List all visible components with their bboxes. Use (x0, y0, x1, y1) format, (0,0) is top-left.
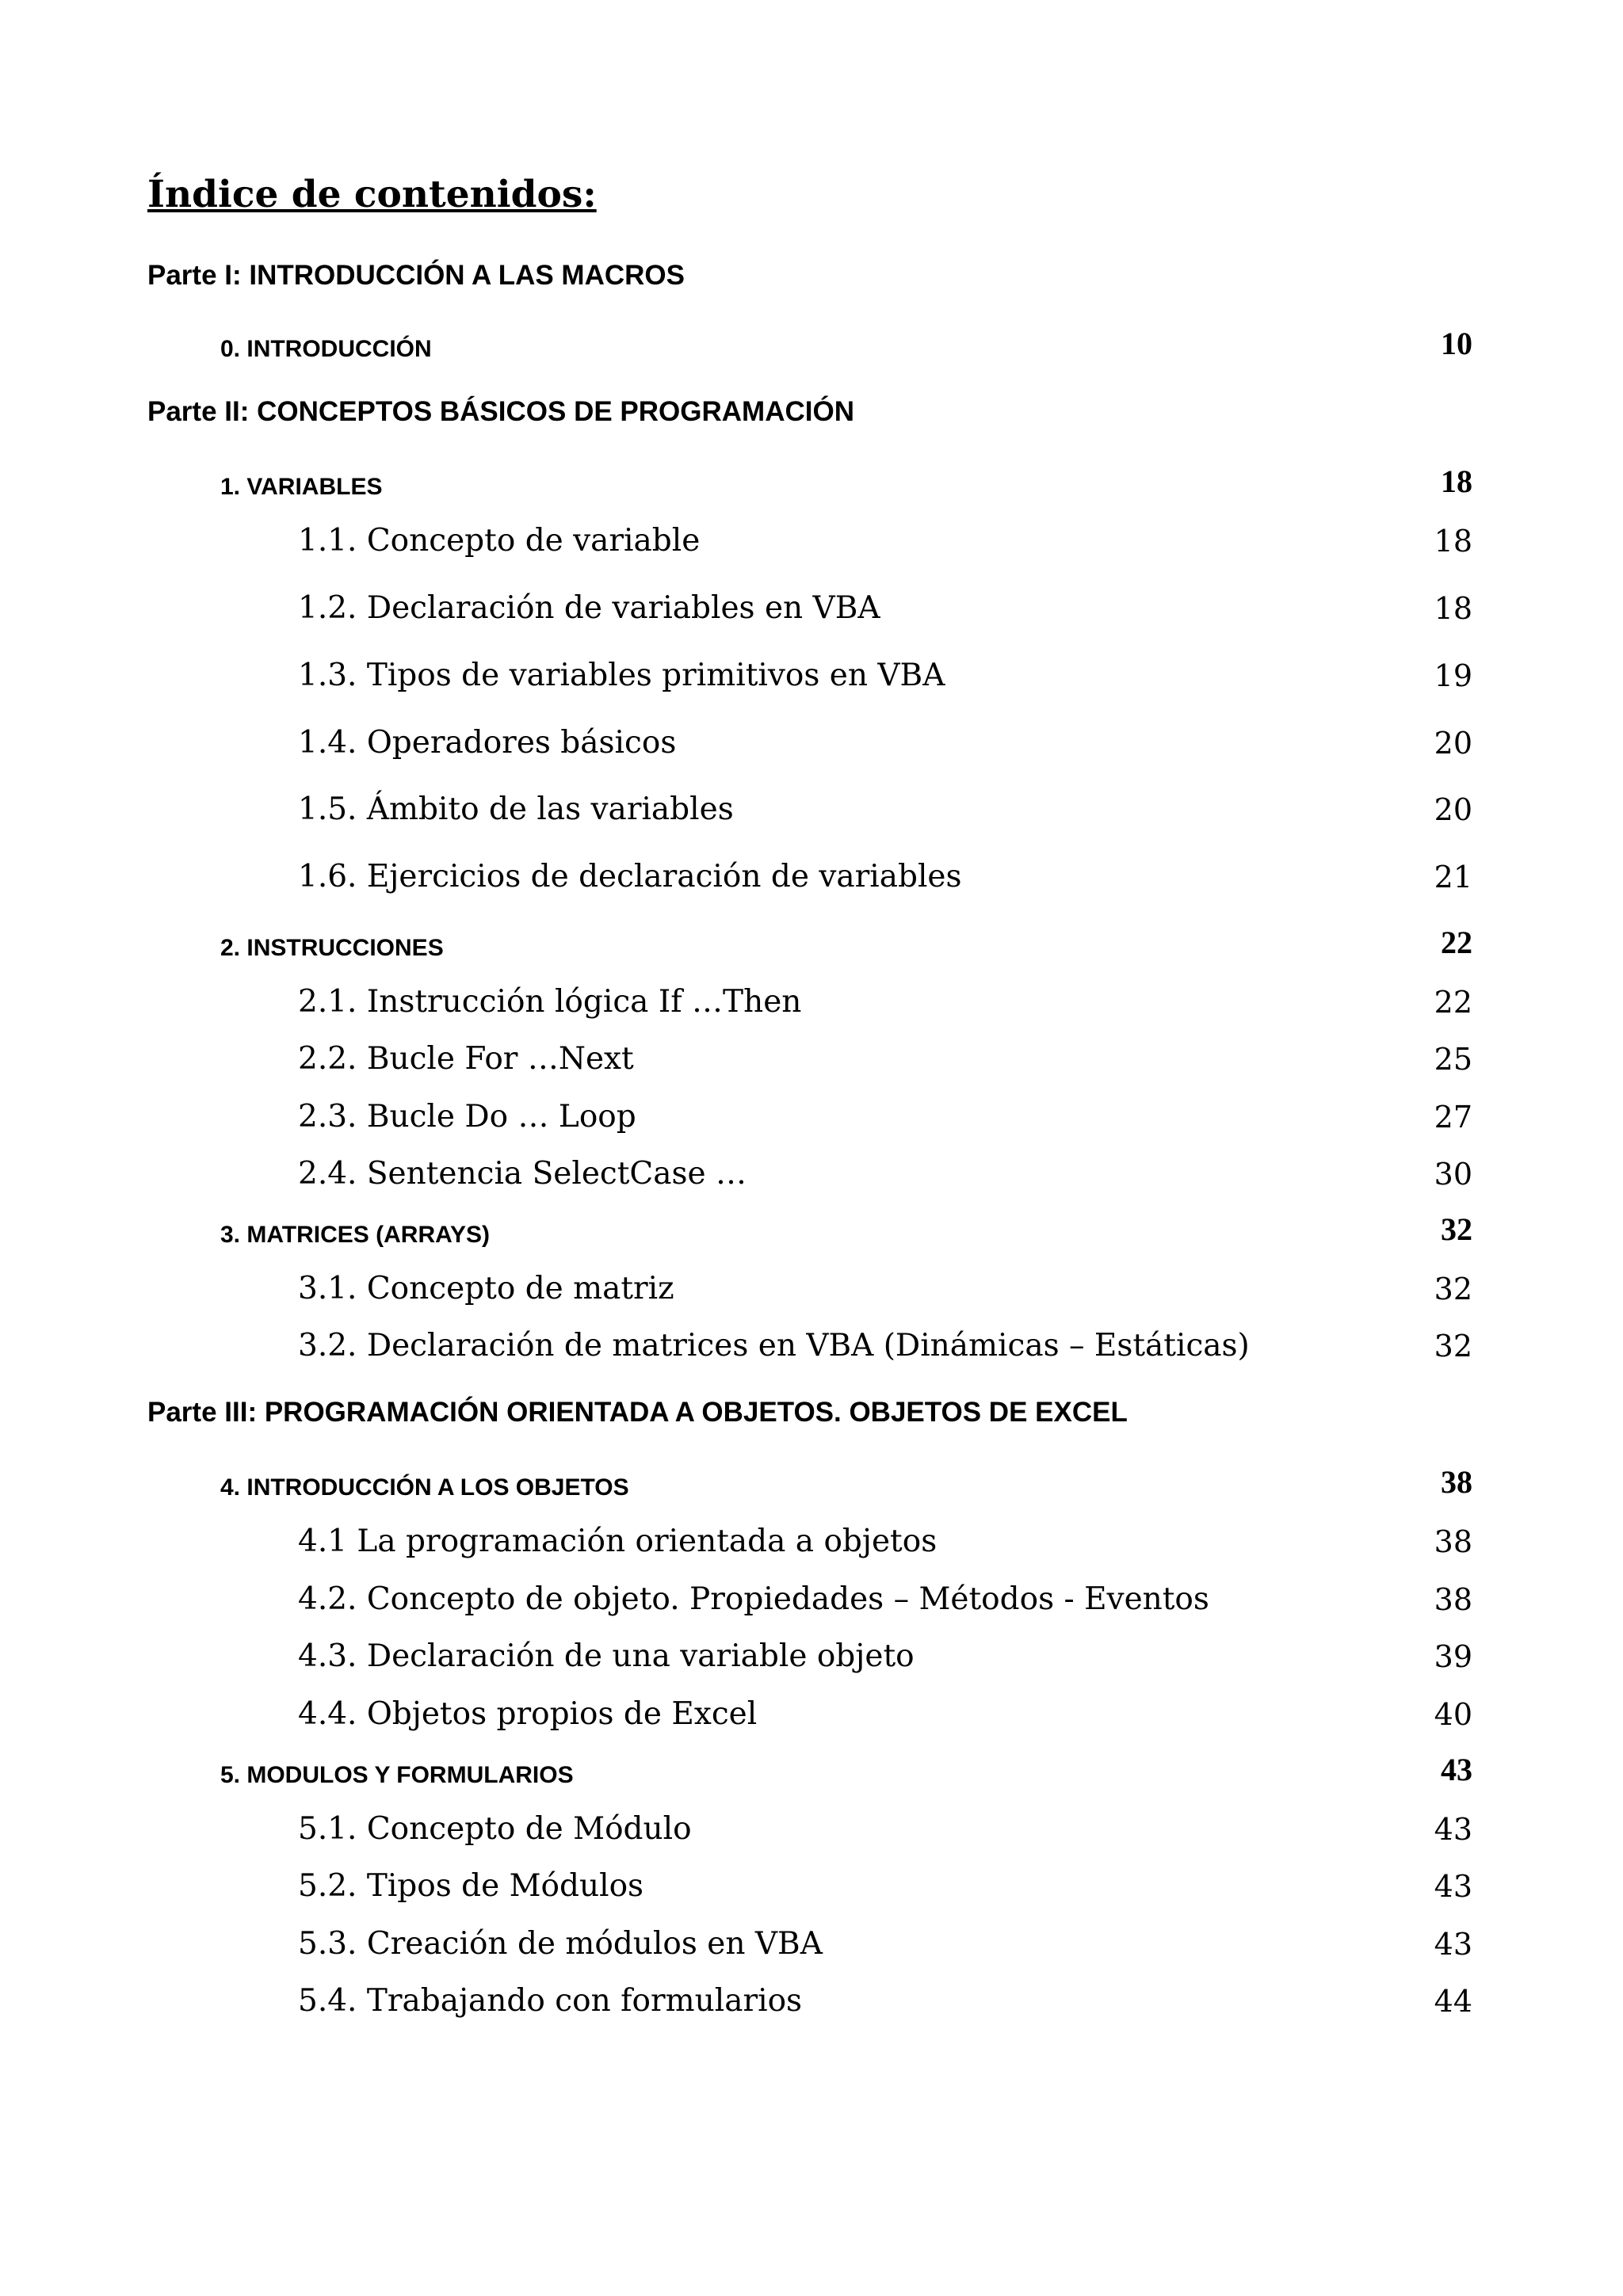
toc-entry-1-3[interactable] (298, 653, 1472, 691)
entry-page-number: 38 (1434, 1524, 1472, 1559)
chapter-label: 2. INSTRUCCIONES (220, 935, 444, 961)
entry-label: 5.2. Tipos de Módulos (298, 1868, 644, 1904)
toc-entry-4-3[interactable] (298, 1634, 1472, 1672)
entry-page-number: 18 (1434, 524, 1472, 559)
entry-page-number: 22 (1434, 985, 1472, 1020)
entry-page-number: 32 (1434, 1329, 1472, 1363)
chapter-page-number: 32 (1441, 1211, 1472, 1247)
entry-label: 5.3. Creación de módulos en VBA (298, 1926, 823, 1962)
entry-label: 2.1. Instrucción lógica If …Then (298, 984, 802, 1020)
entry-label: 1.5. Ámbito de las variables (298, 791, 734, 827)
toc-entry-4-2[interactable] (298, 1577, 1472, 1615)
entry-label: 4.2. Concepto de objeto. Propiedades – Métodos - Eventos (298, 1581, 1209, 1617)
toc-entry-5-2[interactable] (298, 1863, 1472, 1904)
entry-label: 2.3. Bucle Do … Loop (298, 1099, 636, 1135)
toc-entry-4-4[interactable] (298, 1691, 1472, 1730)
toc-chapter-4[interactable] (220, 1465, 1472, 1500)
entry-label: 4.1 La programación orientada a objetos (298, 1524, 938, 1559)
entry-page-number: 44 (1434, 1984, 1472, 2019)
toc-entry-1-2[interactable] (298, 585, 1472, 624)
toc-chapter-3[interactable] (220, 1212, 1472, 1247)
chapter-label: 5. MODULOS Y FORMULARIOS (220, 1762, 574, 1788)
entry-label: 4.4. Objetos propios de Excel (298, 1696, 758, 1732)
entry-label: 2.2. Bucle For …Next (298, 1041, 634, 1077)
part-heading-3: Parte III: PROGRAMACIÓN ORIENTADA A OBJETOS. OBJETOS DE EXCEL (147, 1397, 1128, 1428)
chapter-page-number: 18 (1441, 463, 1472, 499)
toc-entry-2-3[interactable] (298, 1094, 1472, 1135)
entry-label: 1.3. Tipos de variables primitivos en VBA (298, 658, 945, 693)
entry-page-number: 43 (1434, 1812, 1472, 1847)
toc-entry-5-4[interactable] (298, 1978, 1472, 2019)
toc-entry-2-4[interactable] (298, 1151, 1472, 1192)
entry-page-number: 27 (1434, 1100, 1472, 1135)
entry-page-number: 43 (1434, 1869, 1472, 1904)
toc-entry-2-2[interactable] (298, 1036, 1472, 1077)
toc-entry-4-1[interactable] (298, 1519, 1472, 1557)
toc-entry-1-1[interactable] (298, 518, 1472, 559)
entry-page-number: 25 (1434, 1042, 1472, 1077)
entry-label: 5.1. Concepto de Módulo (298, 1811, 692, 1847)
chapter-page-number: 10 (1441, 326, 1472, 361)
toc-entry-5-3[interactable] (298, 1921, 1472, 1962)
chapter-label: 4. INTRODUCCIÓN A LOS OBJETOS (220, 1474, 629, 1501)
toc-entry-1-6[interactable] (298, 854, 1472, 892)
part-heading-1: Parte I: INTRODUCCIÓN A LAS MACROS (147, 260, 685, 291)
chapter-page-number: 43 (1441, 1752, 1472, 1787)
entry-label: 4.3. Declaración de una variable objeto (298, 1638, 915, 1674)
entry-page-number: 40 (1434, 1697, 1472, 1732)
toc-entry-2-1[interactable] (298, 979, 1472, 1020)
chapter-label: 3. MATRICES (ARRAYS) (220, 1222, 491, 1248)
toc-entry-1-5[interactable] (298, 787, 1472, 825)
entry-page-number: 19 (1434, 658, 1472, 693)
entry-page-number: 38 (1434, 1582, 1472, 1617)
entry-label: 5.4. Trabajando con formularios (298, 1983, 803, 2019)
part-heading-2: Parte II: CONCEPTOS BÁSICOS DE PROGRAMACIÓN (147, 396, 854, 427)
entry-page-number: 43 (1434, 1927, 1472, 1962)
toc-title: Índice de contenidos: (147, 173, 597, 216)
entry-page-number: 20 (1434, 792, 1472, 827)
toc-chapter-1[interactable] (220, 464, 1472, 499)
toc-entry-3-2[interactable] (298, 1323, 1472, 1361)
entry-label: 1.6. Ejercicios de declaración de variables (298, 859, 962, 894)
entry-label: 2.4. Sentencia SelectCase … (298, 1156, 747, 1192)
entry-page-number: 18 (1434, 591, 1472, 626)
toc-entry-5-1[interactable] (298, 1806, 1472, 1847)
entry-page-number: 32 (1434, 1272, 1472, 1306)
toc-chapter-2[interactable] (220, 925, 1472, 960)
entry-page-number: 39 (1434, 1639, 1472, 1674)
entry-label: 1.4. Operadores básicos (298, 725, 677, 761)
chapter-label: 1. VARIABLES (220, 474, 383, 500)
entry-page-number: 30 (1434, 1157, 1472, 1192)
toc-chapter-0[interactable] (220, 326, 1472, 361)
entry-page-number: 20 (1434, 726, 1472, 761)
entry-page-number: 21 (1434, 860, 1472, 894)
entry-label: 1.2. Declaración de variables en VBA (298, 590, 880, 626)
entry-label: 3.1. Concepto de matriz (298, 1271, 674, 1306)
toc-entry-1-4[interactable] (298, 720, 1472, 761)
entry-label: 1.1. Concepto de variable (298, 523, 701, 559)
chapter-page-number: 22 (1441, 925, 1472, 960)
chapter-label: 0. INTRODUCCIÓN (220, 336, 432, 362)
toc-chapter-5[interactable] (220, 1753, 1472, 1787)
entry-label: 3.2. Declaración de matrices en VBA (Dinámicas – Estáticas) (298, 1328, 1250, 1363)
chapter-page-number: 38 (1441, 1464, 1472, 1500)
toc-entry-3-1[interactable] (298, 1266, 1472, 1304)
